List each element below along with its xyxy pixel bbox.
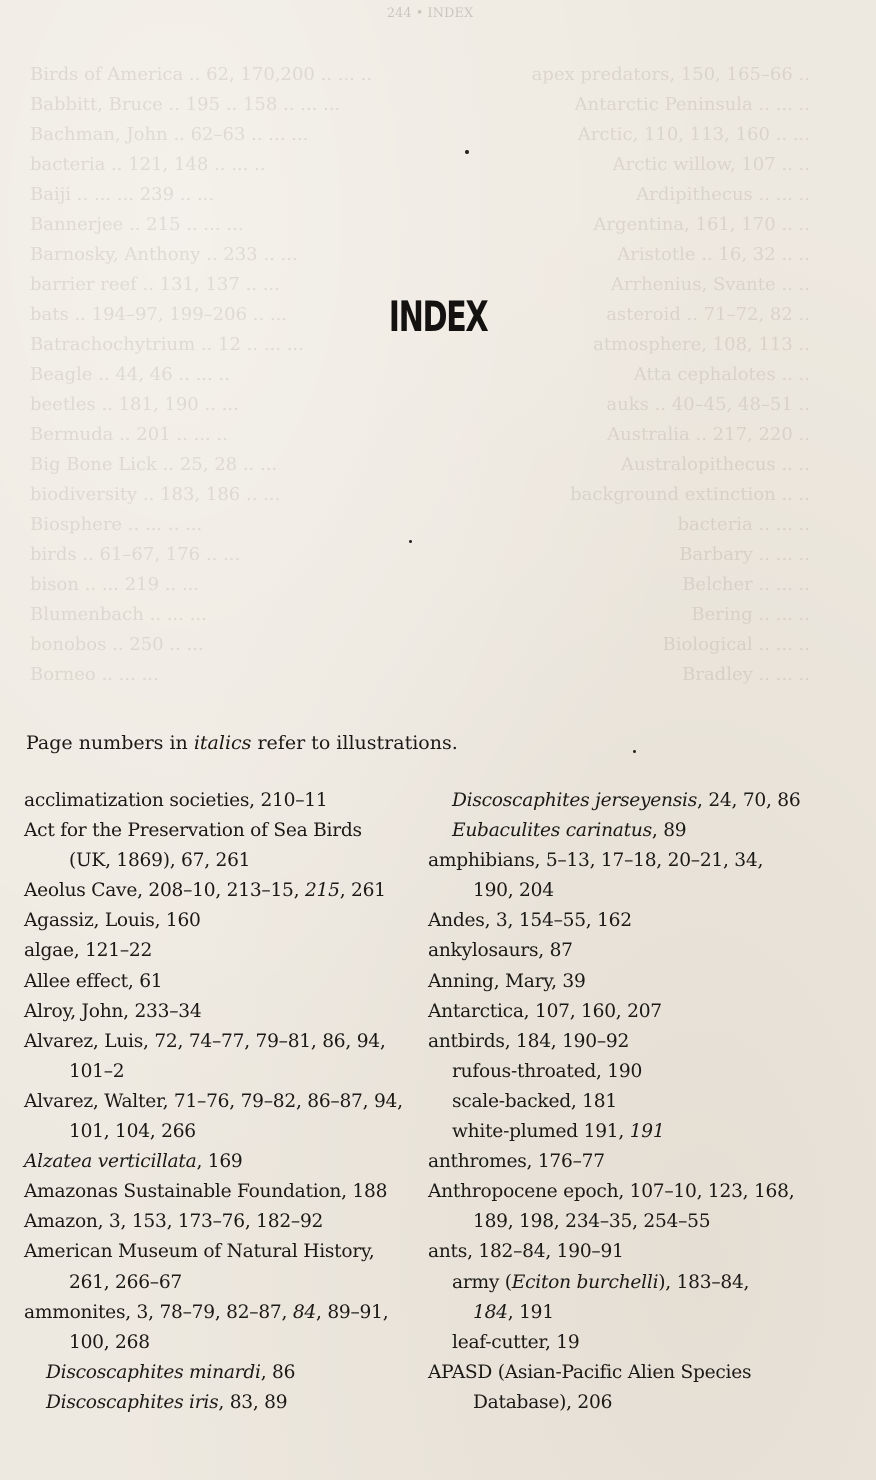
index-entry [428, 1358, 848, 1388]
index-entry [24, 997, 416, 1027]
index-entry-text: ), 183–84, [658, 1271, 750, 1293]
index-entry-italic-text: Alzatea verticillata [24, 1151, 197, 1173]
index-entry [428, 936, 848, 966]
index-entry-italic-text: Discoscaphites minardi [46, 1361, 261, 1383]
index-entry-text: 101–2 [69, 1060, 125, 1082]
index-entry-text: ankylosaurs, 87 [428, 940, 573, 962]
index-entry-text: APASD (Asian-Pacific Alien Species [428, 1361, 752, 1383]
index-entry-italic-text: 215 [304, 880, 340, 902]
index-entry-text: 261, 266–67 [69, 1271, 183, 1293]
index-entry [24, 1027, 416, 1057]
index-entry [428, 997, 848, 1027]
index-entry [24, 1237, 416, 1267]
index-entry-text: , 24, 70, 86 [697, 790, 801, 811]
index-entry-text: 189, 198, 234–35, 254–55 [473, 1211, 711, 1233]
index-entry [428, 1117, 848, 1147]
index-entry-text: Database), 206 [473, 1391, 613, 1413]
index-entry-text: Amazonas Sustainable Foundation, 188 [24, 1181, 388, 1203]
index-entry [428, 1388, 848, 1418]
index-entry [24, 1388, 416, 1418]
index-entry [24, 1358, 416, 1388]
index-entry [428, 967, 848, 997]
index-entry-italic-text: Discoscaphites jerseyensis [452, 790, 698, 811]
index-entry [24, 816, 416, 846]
index-entry-text: Agassiz, Louis, 160 [24, 910, 201, 932]
index-column-right [428, 786, 848, 1418]
index-entry-text: , 83, 89 [218, 1391, 288, 1413]
index-entry-text: 190, 204 [473, 880, 554, 902]
index-intro-note [26, 730, 458, 756]
index-entry [24, 906, 416, 936]
index-entry [24, 1087, 416, 1117]
index-entry-text: Amazon, 3, 153, 173–76, 182–92 [24, 1211, 324, 1233]
index-entry [24, 1207, 416, 1237]
index-entry [428, 1207, 848, 1237]
index-entry [428, 1328, 848, 1358]
index-entry-text: antbirds, 184, 190–92 [428, 1030, 630, 1052]
show-through-text: Birds of America .. 62, 170,200 .. ... .. apex predators, 150, 165–66 .. Babbitt, Bruce .. 195 .. 158 .. ... ... Antarctic Peninsula .. ... .. Bachman, John .. 62–63 .. ... ... Arctic, 110, 113, 160 .. ... bacteria .. 121, 148 .. ... .. Arctic willow, 107 .. .. Baiji .. ... ... 239 .. ... Ardipithecus .. ... .. Bannerjee .. 215 .. ... ... Argentina, 161, 170 .. .. Barnosky, Anthony .. 233 .. ... Aristotle .. 16, 32 .. .. barrier reef .. 131, 137 .. ... Arrhenius, Svante .. .. bats .. 194–97, 199–206 .. ... asteroid .. 71–72, 82 .. Batrachochytrium .. 12 .. ... ... atmosphere, 108, 113 .. Beagle .. 44, 46 .. ... .. Atta cephalotes .. .. beetles .. 181, 190 .. ... auks .. 40–45, 48–51 .. Bermuda .. 201 .. ... .. Australia .. 217, 220 .. Big Bone Lick .. 25, 28 .. ... Australopithecus .. .. biodiversity .. 183, 186 .. ... background extinction .. .. Biosphere .. ... .. ... bacteria .. ... .. birds .. 61–67, 176 .. ... Barbary .. ... .. bison .. ... 219 .. ... Belcher .. ... .. Blumenbach .. ... ... Bering .. ... .. bonobos .. 250 .. ... Biological .. ... .. Borneo .. ... ... Bradley .. ... .. [30, 64, 810, 685]
index-entry [428, 1237, 848, 1267]
index-entry-text: 101, 104, 266 [69, 1121, 196, 1143]
index-entry [24, 846, 416, 876]
index-entry-text: , 191 [507, 1301, 554, 1323]
index-entry-text: leaf-cutter, 19 [452, 1331, 580, 1353]
index-entry [428, 1298, 848, 1328]
index-entry-text: Andes, 3, 154–55, 162 [428, 910, 632, 932]
speck-mark [633, 750, 636, 753]
page-title: INDEX [388, 292, 488, 341]
index-entry-text: army ( [452, 1271, 512, 1293]
index-entry-text: Antarctica, 107, 160, 207 [428, 1000, 662, 1022]
index-entry-text: amphibians, 5–13, 17–18, 20–21, 34, [428, 850, 764, 872]
index-entry-italic-text: 184 [473, 1301, 508, 1323]
index-entry [428, 1147, 848, 1177]
index-entry [24, 1057, 416, 1087]
index-entry [428, 786, 848, 816]
index-entry-text: , 261 [339, 880, 386, 902]
index-entry [24, 786, 416, 816]
index-entry [428, 1177, 848, 1207]
index-entry [428, 1268, 848, 1298]
index-entry-text: , 89 [651, 820, 687, 842]
index-entry [428, 876, 848, 906]
speck-mark [465, 150, 469, 154]
index-entry-italic-text: Eubaculites carinatus [452, 820, 652, 842]
index-entry-italic-text: Discoscaphites iris [46, 1391, 219, 1413]
index-column-left [24, 786, 416, 1418]
index-entry-text: Allee effect, 61 [24, 970, 163, 992]
index-entry [24, 936, 416, 966]
index-entry-text: 100, 268 [69, 1331, 150, 1353]
index-entry-text: white-plumed 191, [452, 1121, 630, 1143]
index-entry [24, 1298, 416, 1328]
index-entry [428, 816, 848, 846]
speck-mark [409, 540, 412, 543]
index-entry-text: Alvarez, Walter, 71–76, 79–82, 86–87, 94, [24, 1090, 403, 1112]
intro-italic-word: italics [193, 732, 252, 754]
index-entry-text: , 86 [260, 1361, 296, 1383]
index-entry [24, 1268, 416, 1298]
running-head: 244 • INDEX [386, 6, 474, 21]
index-entry-text: anthromes, 176–77 [428, 1151, 605, 1173]
index-entry-text: Act for the Preservation of Sea Birds [24, 820, 362, 842]
index-entry [24, 967, 416, 997]
index-entry [24, 1147, 416, 1177]
index-entry [428, 1057, 848, 1087]
index-entry-text: Alroy, John, 233–34 [24, 1000, 202, 1022]
index-entry [428, 1087, 848, 1117]
index-entry-text: Anthropocene epoch, 107–10, 123, 168, [428, 1181, 795, 1203]
index-entry-text: (UK, 1869), 67, 261 [69, 850, 251, 872]
index-entry [24, 1328, 416, 1358]
index-entry-text: rufous-throated, 190 [452, 1060, 643, 1082]
index-entry-text: ants, 182–84, 190–91 [428, 1241, 624, 1263]
index-entry-text: , 169 [196, 1151, 243, 1173]
index-entry-italic-text: Eciton burchelli [511, 1271, 659, 1293]
index-entry [24, 1117, 416, 1147]
index-entry [428, 846, 848, 876]
index-entry-italic-text: 84 [292, 1301, 317, 1323]
intro-prefix: Page numbers in [26, 732, 194, 754]
intro-suffix: refer to illustrations. [251, 732, 458, 754]
index-entry-text: American Museum of Natural History, [24, 1241, 375, 1263]
index-entry [24, 876, 416, 906]
index-entry-text: Alvarez, Luis, 72, 74–77, 79–81, 86, 94, [24, 1030, 386, 1052]
index-entry-text: , 89–91, [316, 1301, 389, 1323]
index-entry-text: algae, 121–22 [24, 940, 153, 962]
index-entry-text: Anning, Mary, 39 [428, 970, 586, 992]
index-entry [428, 1027, 848, 1057]
index-entry-text: acclimatization societies, 210–11 [24, 790, 328, 811]
index-entry [428, 906, 848, 936]
index-entry-text: Aeolus Cave, 208–10, 213–15, [24, 880, 305, 902]
index-entry-text: scale-backed, 181 [452, 1090, 617, 1112]
index-entry-italic-text: 191 [629, 1121, 665, 1143]
index-entry [24, 1177, 416, 1207]
index-entry-text: ammonites, 3, 78–79, 82–87, [24, 1301, 293, 1323]
